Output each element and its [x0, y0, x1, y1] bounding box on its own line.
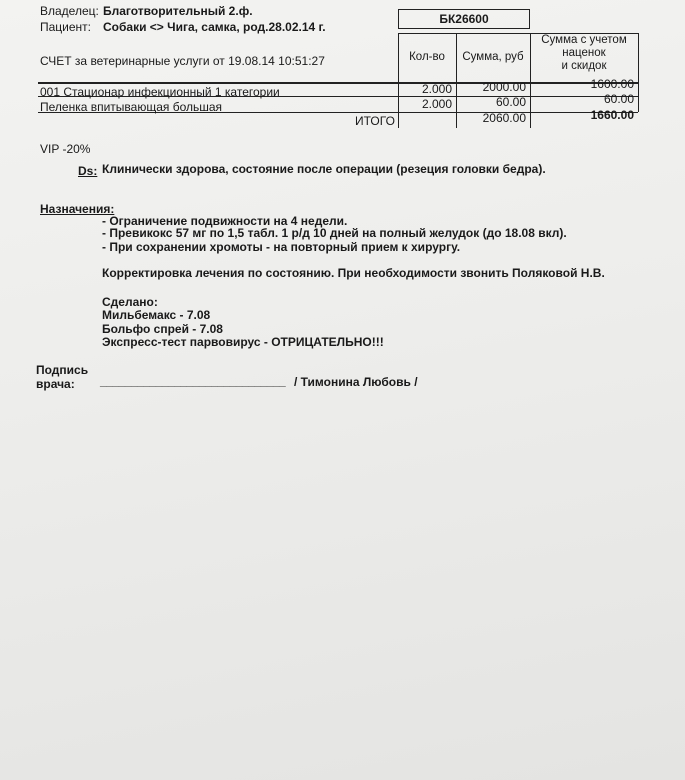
- row2-qty: 2.000: [421, 97, 452, 111]
- prescription-item: - При сохранении хромоты - на повторный прием к хирургу.: [102, 240, 461, 254]
- invoice-title: СЧЕТ за ветеринарные услуги от 19.08.14 10:51:27: [40, 54, 325, 68]
- doctor-name: / Тимонина Любовь /: [294, 375, 418, 389]
- done-item: Экспресс-тест парвовирус - ОТРИЦАТЕЛЬНО!!!: [102, 335, 384, 349]
- col-header-total-2: наценок: [562, 47, 606, 59]
- patient-label: Пациент:: [40, 20, 92, 34]
- col-header-sum: Сумма, руб: [462, 51, 524, 63]
- correction-note: Корректировка лечения по состоянию. При необходимости звонить Поляковой Н.В.: [102, 266, 605, 280]
- signature-label-1: Подпись: [36, 363, 89, 377]
- invoice-number: БК26600: [398, 9, 530, 29]
- row2-name: Пеленка впитывающая большая: [40, 100, 223, 114]
- done-item: Мильбемакс - 7.08: [102, 308, 211, 322]
- col-divider-4: [638, 33, 639, 112]
- row1-name: 001 Стационар инфекционный 1 категории: [40, 85, 280, 99]
- prescription-item: - Ограничение подвижности на 4 недели.: [102, 214, 348, 228]
- itogo-sum: 2060.00: [482, 111, 526, 125]
- owner-label: Владелец:: [40, 4, 99, 18]
- ds-label: Ds:: [78, 164, 98, 178]
- row1-qty: 2.000: [421, 82, 452, 96]
- owner-value: Благотворительный 2.ф.: [103, 4, 253, 18]
- row1-total: 1600.00: [590, 77, 634, 91]
- ds-text: Клинически здорова, состояние после операции (резеция головки бедра).: [102, 162, 546, 176]
- prescription-item: - Превикокс 57 мг по 1,5 табл. 1 р/д 10 дней на полный желудок (до 18.08 вкл).: [102, 226, 567, 240]
- discount: VIP -20%: [40, 142, 91, 156]
- row2-sum: 60.00: [495, 95, 526, 109]
- itogo-total: 1660.00: [590, 108, 634, 122]
- itogo-label: ИТОГО: [355, 114, 395, 128]
- signature-label-2: врача:: [36, 377, 75, 391]
- col-header-total-1: Сумма с учетом: [541, 34, 627, 46]
- done-item: Больфо спрей - 7.08: [102, 322, 223, 336]
- row1-sum: 2000.00: [482, 80, 526, 94]
- prescriptions-label: Назначения:: [40, 202, 115, 216]
- patient-value: Собаки <> Чига, самка, род.28.02.14 г.: [103, 20, 326, 34]
- col-divider-1: [398, 33, 399, 128]
- row2-total: 60.00: [603, 92, 634, 106]
- signature-line: ______________________________: [100, 374, 286, 388]
- col-header-total-3: и скидок: [561, 60, 607, 72]
- done-label: Сделано:: [102, 295, 158, 309]
- col-header-qty: Кол-во: [409, 51, 445, 63]
